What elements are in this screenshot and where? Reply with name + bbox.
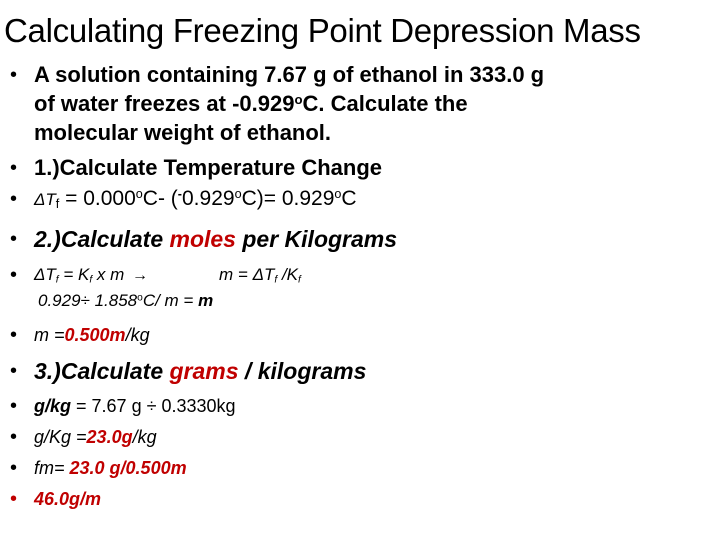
step-2-heading: 2.)Calculate moles per Kilograms [34,226,398,252]
bullet-5: • [10,264,18,286]
step-3-heading: 3.)Calculate grams / kilograms [34,358,367,384]
problem-line-3: molecular weight of ethanol. [34,120,332,145]
problem-line-1: A solution containing 7.67 g of ethanol in 333.0 g [34,62,545,87]
bullet-8: • [10,395,18,417]
molecular-weight-answer: 46.0g/m [34,489,102,509]
page-title: Calculating Freezing Point Depression Mass [4,12,641,49]
bullet-9: • [10,426,18,448]
problem-line-2: of water freezes at -0.929$^o$C. Calculate the [34,91,468,116]
molality-calculation: $0.929\div 1.858^oC/$ m = m [38,291,214,310]
molality-result: m =0.500m/kg [34,325,150,345]
bullet-2: • [10,157,18,179]
bullet-3: • [10,188,18,210]
bullet-1: • [10,64,18,86]
bullet-6: • [10,324,18,346]
temperature-change-equation: $\Delta T_f = 0.000^oC-$ $(^-0.929^oC)= 0.929^oC$ [34,187,357,212]
grams-per-kg-calculation: g/kg = 7.67 g ÷ 0.3330kg [34,396,236,416]
grams-per-kg-result: g/Kg =23.0g/kg [34,427,157,447]
bullet-10: • [10,457,18,479]
step-1-heading: 1.)Calculate Temperature Change [34,155,383,180]
bullet-11: • [10,488,18,510]
bullet-7: • [10,360,18,382]
bullet-4: • [10,228,18,250]
formula-mass-calculation: fm= 23.0 g/0.500m [34,458,187,478]
molality-formula: $\Delta T_f = K_f$ x $m \to m = \Delta T_f$ $/K_f$ [34,262,301,289]
arrow-right-icon: → [132,267,149,284]
